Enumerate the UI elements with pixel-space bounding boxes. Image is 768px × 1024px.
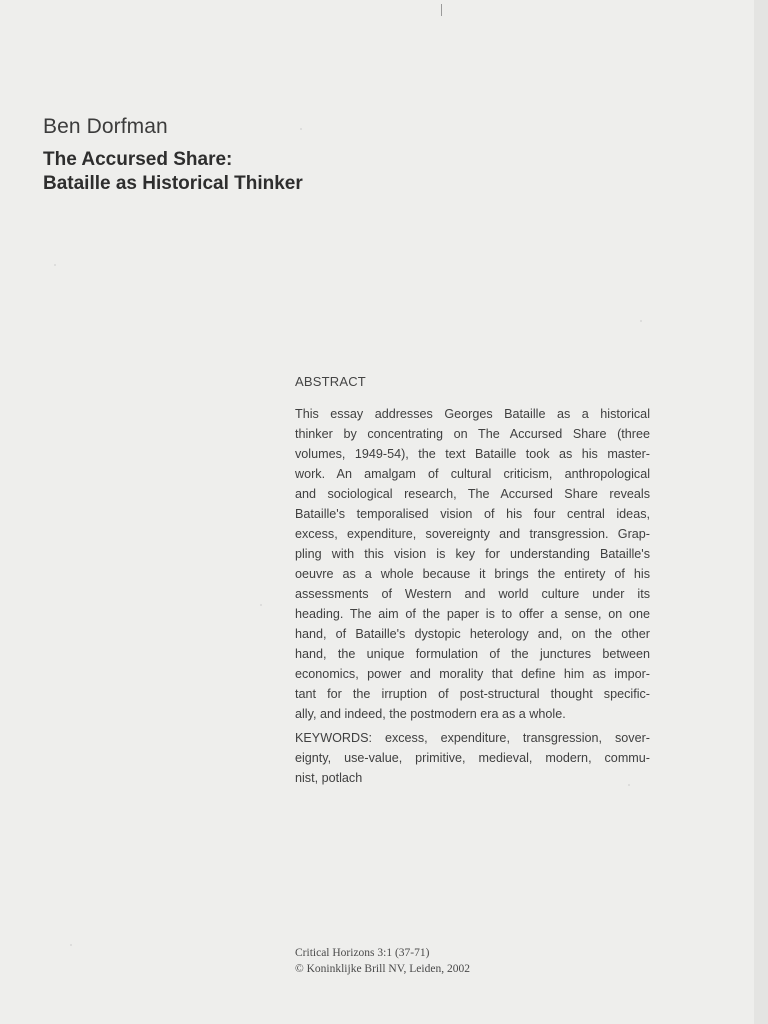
journal-citation: Critical Horizons 3:1 (37-71)	[295, 947, 430, 959]
scan-speck	[300, 128, 302, 130]
scan-speck	[640, 320, 642, 322]
abstract-line: This essay addresses Georges Bataille as a historical	[295, 407, 650, 421]
abstract-body	[295, 404, 650, 724]
abstract-line: tant for the irruption of post-structural thought specific-	[295, 687, 650, 701]
page-edge	[754, 0, 768, 1024]
keywords-line: KEYWORDS: excess, expenditure, transgression, sover-	[295, 731, 650, 745]
abstract-line: excess, expenditure, sovereignty and transgression. Grap-	[295, 527, 650, 541]
keywords-section	[295, 728, 650, 788]
keywords-line: eignty, use-value, primitive, medieval, modern, commu-	[295, 751, 650, 765]
abstract-heading: ABSTRACT	[295, 374, 366, 389]
scan-speck	[70, 944, 72, 946]
title-line-1: The Accursed Share:	[43, 149, 233, 170]
abstract-line: volumes, 1949-54), the text Bataille took as his master-	[295, 447, 650, 461]
scan-speck	[260, 604, 262, 606]
abstract-line: oeuvre as a whole because it brings the entirety of his	[295, 567, 650, 581]
copyright-notice: © Koninklijke Brill NV, Leiden, 2002	[295, 963, 470, 975]
abstract-line: economics, power and morality that define him as impor-	[295, 667, 650, 681]
abstract-line: thinker by concentrating on The Accursed Share (three	[295, 427, 650, 441]
abstract-line: heading. The aim of the paper is to offer a sense, on one	[295, 607, 650, 621]
abstract-line: pling with this vision is key for understanding Bataille's	[295, 547, 650, 561]
keywords-line: nist, potlach	[295, 771, 363, 785]
scan-mark	[441, 4, 442, 16]
abstract-line: assessments of Western and world culture under its	[295, 587, 650, 601]
title-line-2: Bataille as Historical Thinker	[43, 173, 303, 194]
scan-speck	[54, 264, 56, 266]
abstract-section	[295, 372, 650, 788]
abstract-line: ally, and indeed, the postmodern era as a whole.	[295, 707, 566, 721]
abstract-line: and sociological research, The Accursed Share reveals	[295, 487, 650, 501]
scan-speck	[628, 784, 630, 786]
paper-title	[43, 148, 303, 196]
abstract-line: work. An amalgam of cultural criticism, anthropological	[295, 467, 650, 481]
abstract-line: Bataille's temporalised vision of his four central ideas,	[295, 507, 650, 521]
abstract-line: hand, the unique formulation of the junctures between	[295, 647, 650, 661]
author-name: Ben Dorfman	[43, 115, 168, 138]
abstract-line: hand, of Bataille's dystopic heterology and, on the other	[295, 627, 650, 641]
journal-footer	[295, 945, 470, 977]
